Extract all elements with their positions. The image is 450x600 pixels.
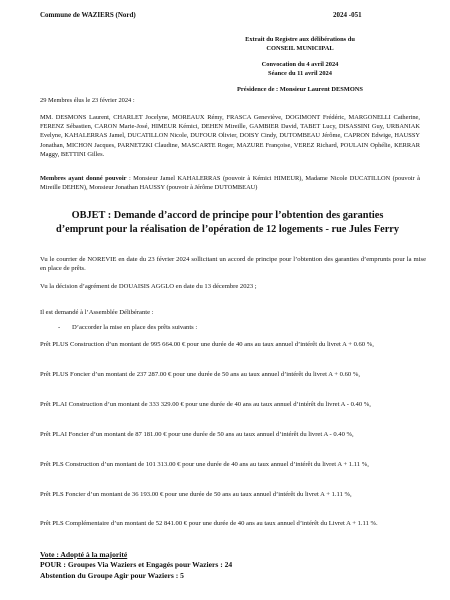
bullet-item	[58, 323, 197, 332]
extrait-line-1: Extrait du Registre aux délibérations du	[245, 36, 355, 43]
vu-courrier-paragraph: Vu le courrier de NOREVIE en date du 23 février 2024 sollicitant un accord de principe pour l’obtention des garanties d’emprunts pour la mise en place de prêts.	[40, 256, 426, 273]
pouvoirs-paragraph	[40, 174, 420, 192]
vote-pour: POUR : Groupes Via Waziers et Engagés pour Waziers : 24	[40, 560, 233, 570]
loan-item: Prêt PLAI Foncier d’un montant de 87 181.00 € pour une durée de 50 ans au taux annuel d’intérêt du livret A - 0.40 %,	[40, 431, 354, 438]
extrait-block	[150, 36, 450, 53]
pouvoirs-text: : Monsieur Jamel KAHALERRAS (pouvoir à Kémici HIMEUR), Madame Nicole DUCATILLON (pouvoir à Mireille DEHEN), Monsieur Jonathan HAUSSY (pouvoir à Jérôme DUTOMBEAU)	[40, 175, 420, 192]
objet-title	[30, 209, 425, 236]
pouvoirs-label: Membres ayant donné pouvoir	[40, 175, 127, 182]
vote-block	[40, 550, 232, 581]
vote-abstention: Abstention du Groupe Agir pour Waziers : 5	[40, 570, 184, 580]
vote-title: Vote : Adopté à la majorité	[40, 550, 128, 559]
loan-item: Prêt PLS Complémentaire d’un montant de 52 841.00 € pour une durée de 40 ans au taux annuel d’intérêt du Livret A + 1.11 %.	[40, 520, 378, 527]
loan-item: Prêt PLS Construction d’un montant de 101 313.00 € pour une durée de 40 ans au taux annuel d’intérêt du livret A + 1.11 %,	[40, 461, 369, 468]
objet-line-1: OBJET : Demande d’accord de principe pour l’obtention des garanties	[71, 210, 384, 221]
presidence: Présidence de : Monsieur Laurent DESMONS	[237, 86, 363, 93]
members-list: MM. DESMONS Laurent, CHARLET Jocelyne, MOREAUX Rémy, FRASCA Geneviève, DOGIMONT Frédéric, MARGONELLI Catherine, FERENZ Sébastien, CARON Marie-José, HIMEUR Kémici, DEHEN Mireille, GAMBIER David, TABET Lucy, DISASSINI Guy, URBANIAK Evelyne, KAHALERRAS Jamel, DUCATILLON Nicole, DUFOUR Olivier, DOISY Cindy, DUTOMBEAU Jérôme, CAPRON Edwige, HAUSSY Jonathan, MICHON Jacques, PARNETZKI Claudine, MASCARTE Roger, MAZURE Françoise, VEREZ Richard, POULAIN Ophélie, KERRAR Maggy, BETTINI Gilles.	[40, 114, 420, 158]
vu-decision-paragraph: Vu la décision d’agrément de DOUAISIS AGGLO en date du 13 décembre 2023 ;	[40, 283, 257, 290]
deliberation-reference: 2024 -051	[333, 11, 362, 19]
objet-line-2: d’emprunt pour la réalisation de l’opération de 12 logements - rue Jules Ferry	[55, 223, 399, 235]
loan-item: Prêt PLUS Foncier d’un montant de 237 287.00 € pour une durée de 50 ans au taux annuel d’intérêt du livret A + 0.60 %,	[40, 371, 360, 378]
loan-item: Prêt PLS Foncier d’un montant de 36 193.00 € pour une durée de 50 ans au taux annuel d’intérêt du livret A + 1.11 %,	[40, 491, 352, 498]
loan-item: Prêt PLUS Construction d’un montant de 995 664.00 € pour une durée de 40 ans au taux annuel d’intérêt du livret A + 0.60 %,	[40, 341, 374, 348]
bullet-text: D’accorder la mise en place des prêts suivants :	[72, 324, 198, 331]
demande-paragraph: Il est demandé à l’Assemblée Délibérante :	[40, 309, 154, 316]
loan-item: Prêt PLAI Construction d’un montant de 333 329.00 € pour une durée de 40 ans au taux annuel d’intérêt du livret A - 0.40 %,	[40, 401, 371, 408]
bullet-dash: -	[58, 324, 61, 331]
members-count: 29 Membres élus le 23 février 2024 :	[40, 97, 135, 104]
convocation-date: Convocation du 4 avril 2024	[261, 61, 339, 68]
seance-date: Séance du 11 avril 2024	[268, 69, 332, 77]
convocation-block	[150, 61, 450, 78]
commune-header: Commune de WAZIERS (Nord)	[40, 11, 136, 19]
extrait-line-2: CONSEIL MUNICIPAL	[266, 44, 334, 52]
